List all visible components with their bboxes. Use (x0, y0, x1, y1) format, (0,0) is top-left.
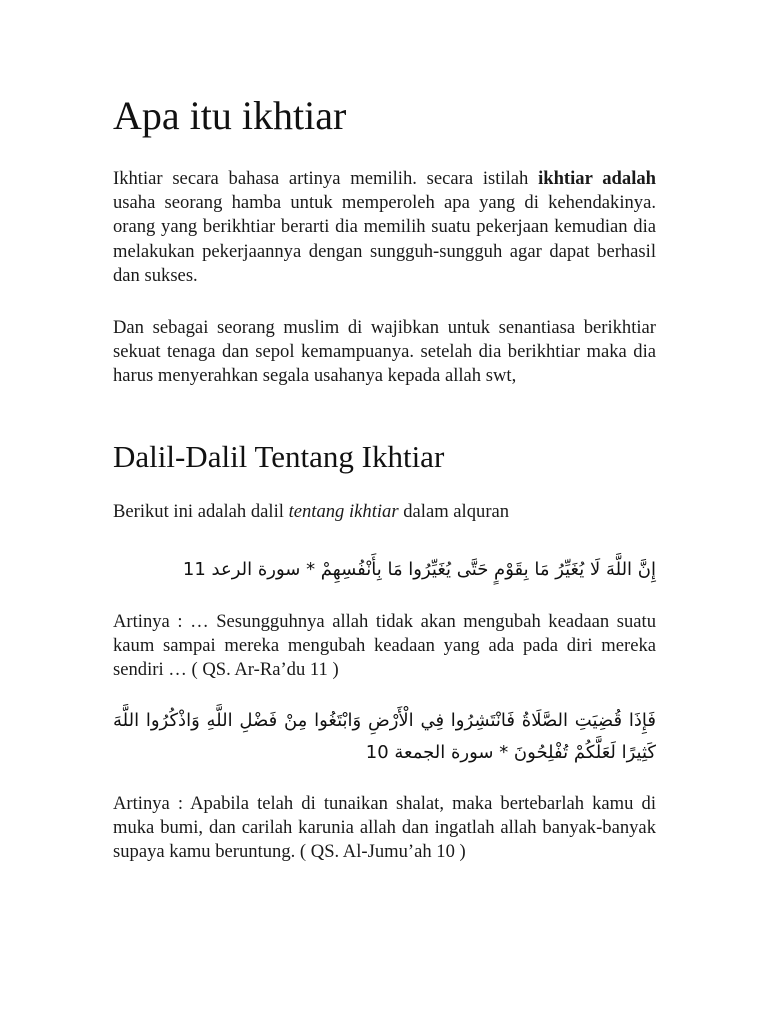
paragraph-muslim-obligation: Dan sebagai seorang muslim di wajibkan untuk senantiasa berikhtiar sekuat tenaga dan sepol kemampuanya. setelah dia berikhtiar maka dia harus menyerahkan segala usahanya kepada allah swt, (113, 317, 656, 387)
paragraph-definition-end: usaha seorang hamba untuk memperoleh apa yang di kehendakinya. orang yang berikhtiar berarti dia memilih suatu pekerjaan kemudian dia melakukan pekerjaannya dengan sungguh-sungguh agar dapat berhasil dan sukses. (113, 192, 656, 286)
paragraph-definition-start: Ikhtiar secara bahasa artinya memilih. secara istilah (113, 168, 539, 189)
paragraph-definition-bold: ikhtiar adalah (538, 168, 656, 189)
arabic-verse-al-jumuah-10: فَإِذَا قُضِيَتِ الصَّلَاةُ فَانْتَشِرُوا فِي الْأَرْضِ وَابْتَغُوا مِنْ فَضْلِ اللَّهِ وَاذْكُرُوا اللَّهَ كَثِيرًا لَعَلَّكُمْ تُفْلِحُونَ * سورة الجمعة 10 (113, 710, 656, 763)
heading-apa-itu-ikhtiar: Apa itu ikhtiar (113, 93, 347, 138)
arabic-verse-ar-rad-11: إِنَّ اللَّهَ لَا يُغَيِّرُ مَا بِقَوْمٍ حَتَّى يُغَيِّرُوا مَا بِأَنْفُسِهِمْ * سورة الرعد 11 (182, 559, 656, 580)
dalil-intro-start: Berikut ini adalah dalil (113, 501, 289, 522)
dalil-intro-end: dalam alquran (398, 501, 510, 522)
translation-ar-rad-11: Artinya : … Sesungguhnya allah tidak akan mengubah keadaan suatu kaum sampai mereka mengubah keadaan yang ada pada diri mereka sendiri … ( QS. Ar-Ra’du 11 ) (113, 611, 656, 681)
dalil-intro-italic: tentang ikhtiar (288, 501, 399, 522)
heading-dalil-dalil: Dalil-Dalil Tentang Ikhtiar (113, 439, 445, 474)
translation-al-jumuah-10: Artinya : Apabila telah di tunaikan shalat, maka bertebarlah kamu di muka bumi, dan carilah karunia allah dan ingatlah allah banyak-banyak supaya kamu beruntung. ( QS. Al-Jumu’ah 10 ) (113, 793, 656, 863)
paragraph-definition (113, 167, 656, 288)
paragraph-dalil-intro (113, 500, 656, 524)
